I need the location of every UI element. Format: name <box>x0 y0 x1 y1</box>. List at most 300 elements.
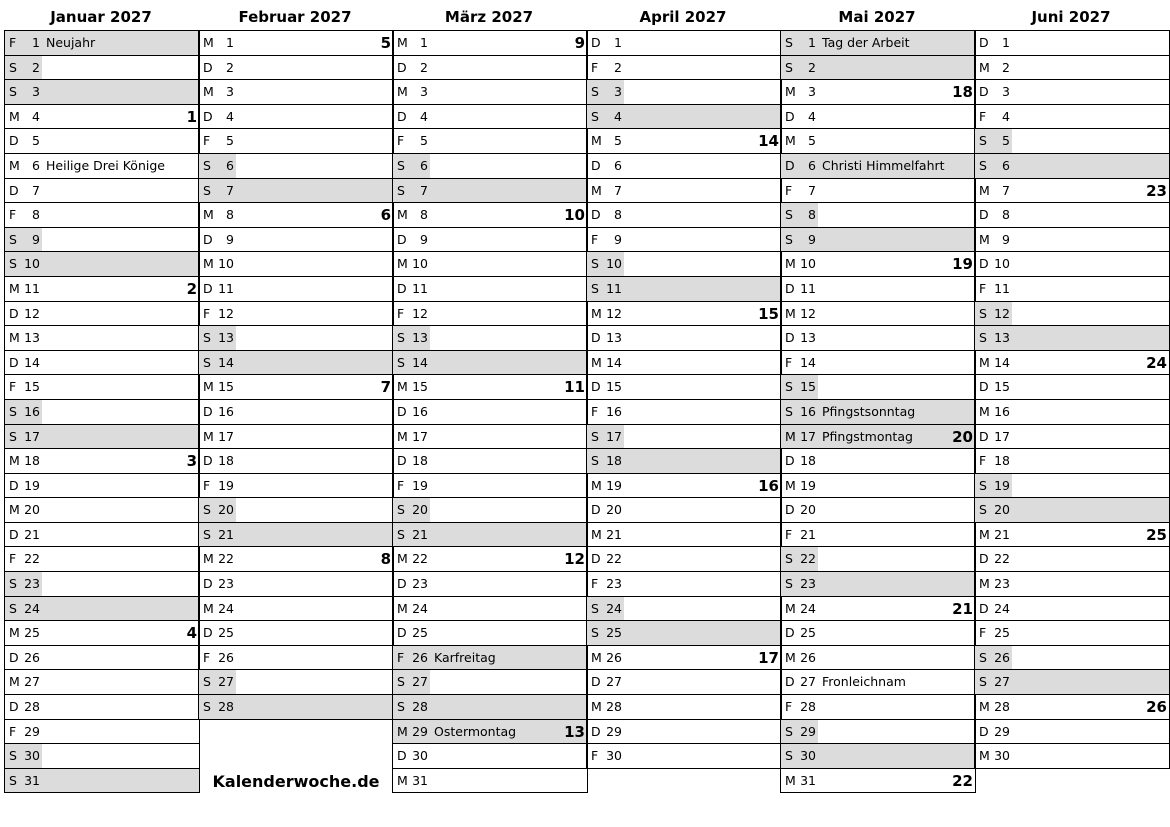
day-row <box>5 56 199 81</box>
weekday-label: F <box>979 280 987 296</box>
weekday-label: S <box>785 403 793 419</box>
day-number: 11 <box>24 280 40 296</box>
day-number: 15 <box>994 379 1010 395</box>
weekday-label: S <box>9 600 17 616</box>
day-row <box>975 56 1169 81</box>
day-row <box>5 474 199 499</box>
day-row <box>5 203 199 228</box>
day-row <box>975 228 1169 253</box>
week-number: 1 <box>186 107 197 126</box>
day-number: 9 <box>226 231 234 247</box>
day-row <box>975 203 1169 228</box>
day-number: 11 <box>412 280 428 296</box>
weekday-label: S <box>979 305 987 321</box>
day-row <box>5 228 199 253</box>
day-number: 23 <box>24 576 40 592</box>
weekday-label: D <box>397 453 407 469</box>
weekday-label: F <box>785 182 793 198</box>
day-number: 6 <box>420 157 428 173</box>
day-row <box>199 302 393 327</box>
day-number: 1 <box>226 35 234 50</box>
day-row <box>587 498 781 523</box>
day-row <box>5 646 199 671</box>
day-number: 24 <box>412 600 428 616</box>
weekday-label: M <box>979 403 990 419</box>
weekday-label: F <box>979 625 987 641</box>
day-row <box>781 56 975 81</box>
day-number: 13 <box>24 330 40 346</box>
day-row <box>393 179 587 204</box>
day-number: 25 <box>412 625 428 641</box>
weekday-label: M <box>9 330 20 346</box>
day-number: 13 <box>412 330 428 346</box>
day-number: 27 <box>24 674 40 690</box>
weekday-label: S <box>9 748 17 764</box>
day-number: 4 <box>614 108 622 124</box>
day-row <box>5 277 199 302</box>
weekday-label: F <box>203 133 211 149</box>
weekday-label: D <box>9 526 19 542</box>
day-row <box>975 252 1169 277</box>
day-row <box>199 252 393 277</box>
weekday-label: F <box>397 649 405 665</box>
day-number: 12 <box>994 305 1010 321</box>
weekday-label: S <box>591 280 599 296</box>
week-number: 3 <box>186 452 197 471</box>
weekday-label: S <box>785 207 793 223</box>
day-number: 10 <box>218 256 234 272</box>
day-number: 10 <box>24 256 40 272</box>
day-row <box>199 695 393 720</box>
weekday-label: S <box>979 477 987 493</box>
day-number: 18 <box>606 453 622 469</box>
weekday-label: D <box>9 354 19 370</box>
day-number: 20 <box>218 502 234 518</box>
month-title: Januar 2027 <box>50 8 152 26</box>
day-number: 17 <box>24 428 40 444</box>
weekday-label: M <box>9 453 20 469</box>
day-number: 16 <box>24 403 40 419</box>
day-number: 28 <box>994 699 1010 715</box>
day-row <box>5 375 199 400</box>
weekday-label: S <box>397 526 405 542</box>
day-row <box>781 498 975 523</box>
day-number: 17 <box>606 428 622 444</box>
day-row <box>781 252 975 277</box>
weekday-label: S <box>785 231 793 247</box>
week-number: 22 <box>952 771 973 790</box>
day-row <box>5 695 199 720</box>
day-row <box>781 597 975 622</box>
day-number: 14 <box>218 354 234 370</box>
weekday-label: D <box>203 231 213 247</box>
day-number: 20 <box>606 502 622 518</box>
day-number: 17 <box>218 428 234 444</box>
weekday-label: M <box>203 256 214 272</box>
day-row <box>975 523 1169 548</box>
weekday-label: S <box>785 723 793 739</box>
month-title: April 2027 <box>639 8 727 26</box>
day-row <box>587 105 781 130</box>
day-row <box>393 498 587 523</box>
day-number: 10 <box>412 256 428 272</box>
day-row <box>975 400 1169 425</box>
day-number: 31 <box>412 772 428 788</box>
weekday-label: S <box>203 354 211 370</box>
day-row <box>5 252 199 277</box>
day-row <box>587 129 781 154</box>
day-number: 8 <box>420 207 428 223</box>
day-number: 1 <box>1002 35 1010 50</box>
day-row <box>5 744 199 769</box>
weekday-label: M <box>785 649 796 665</box>
weekday-label: F <box>591 231 599 247</box>
day-row <box>975 670 1169 695</box>
day-row <box>781 129 975 154</box>
day-row <box>199 498 393 523</box>
day-row <box>975 572 1169 597</box>
day-number: 27 <box>412 674 428 690</box>
weekday-label: M <box>979 182 990 198</box>
day-row <box>393 523 587 548</box>
weekday-label: F <box>9 379 17 395</box>
day-number: 29 <box>994 723 1010 739</box>
day-number: 20 <box>412 502 428 518</box>
weekday-label: M <box>591 699 602 715</box>
day-number: 28 <box>606 699 622 715</box>
day-number: 5 <box>32 133 40 149</box>
weekday-label: M <box>397 379 408 395</box>
day-row <box>975 597 1169 622</box>
weekday-label: S <box>9 256 17 272</box>
weekday-label: M <box>9 280 20 296</box>
day-number: 7 <box>226 182 234 198</box>
brand-label: Kalenderwoche.de <box>212 772 380 791</box>
day-row <box>199 56 393 81</box>
weekday-label: S <box>785 35 793 50</box>
day-number: 4 <box>420 108 428 124</box>
week-number: 9 <box>574 34 585 52</box>
day-number: 3 <box>808 84 816 100</box>
weekday-label: D <box>591 723 601 739</box>
day-number: 26 <box>218 649 234 665</box>
day-number: 20 <box>800 502 816 518</box>
weekday-label: S <box>9 428 17 444</box>
weekday-label: D <box>9 649 19 665</box>
week-number: 24 <box>1146 353 1167 372</box>
day-number: 16 <box>800 403 816 419</box>
day-number: 4 <box>226 108 234 124</box>
day-row <box>781 400 975 425</box>
weekday-label: S <box>785 379 793 395</box>
day-row <box>5 105 199 130</box>
weekday-label: M <box>591 477 602 493</box>
day-row <box>5 351 199 376</box>
day-row <box>5 449 199 474</box>
day-number: 13 <box>218 330 234 346</box>
weekday-label: D <box>591 379 601 395</box>
weekday-label: S <box>591 256 599 272</box>
day-number: 8 <box>808 207 816 223</box>
day-number: 5 <box>1002 133 1010 149</box>
day-row <box>393 670 587 695</box>
day-row <box>587 449 781 474</box>
day-row <box>5 523 199 548</box>
weekday-label: M <box>591 133 602 149</box>
day-number: 7 <box>808 182 816 198</box>
day-row <box>975 80 1169 105</box>
day-row <box>587 646 781 671</box>
weekday-label: D <box>591 502 601 518</box>
day-list <box>392 30 588 793</box>
day-number: 25 <box>24 625 40 641</box>
weekday-label: F <box>785 354 793 370</box>
day-number: 6 <box>1002 157 1010 173</box>
weekday-label: S <box>591 600 599 616</box>
week-number: 6 <box>380 206 391 225</box>
day-row <box>587 695 781 720</box>
holiday-name: Ostermontag <box>434 723 517 739</box>
day-row <box>199 400 393 425</box>
weekday-label: S <box>785 748 793 764</box>
day-number: 30 <box>800 748 816 764</box>
weekday-label: D <box>591 207 601 223</box>
day-number: 9 <box>614 231 622 247</box>
day-number: 21 <box>412 526 428 542</box>
day-row <box>393 351 587 376</box>
weekday-label: S <box>397 157 405 173</box>
day-row <box>587 744 781 769</box>
weekday-label: M <box>397 428 408 444</box>
week-number: 26 <box>1146 698 1167 717</box>
day-number: 14 <box>994 354 1010 370</box>
day-number: 27 <box>994 674 1010 690</box>
week-number: 15 <box>758 304 779 323</box>
day-number: 28 <box>24 699 40 715</box>
day-number: 1 <box>614 35 622 50</box>
day-row <box>587 277 781 302</box>
day-number: 28 <box>412 699 428 715</box>
weekday-label: S <box>203 157 211 173</box>
day-number: 28 <box>218 699 234 715</box>
day-number: 6 <box>32 157 40 173</box>
day-row <box>975 129 1169 154</box>
day-list <box>974 30 1170 769</box>
weekday-label: S <box>979 157 987 173</box>
weekday-label: M <box>397 772 408 788</box>
day-row <box>5 498 199 523</box>
day-number: 4 <box>1002 108 1010 124</box>
day-number: 4 <box>32 108 40 124</box>
weekday-label: M <box>591 305 602 321</box>
day-number: 30 <box>994 748 1010 764</box>
day-number: 10 <box>994 256 1010 272</box>
day-row <box>393 621 587 646</box>
weekday-label: D <box>979 551 989 567</box>
weekday-label: D <box>785 674 795 690</box>
day-row <box>587 80 781 105</box>
day-row <box>5 400 199 425</box>
day-number: 8 <box>1002 207 1010 223</box>
day-row <box>5 720 199 745</box>
weekday-label: D <box>785 280 795 296</box>
day-row <box>393 129 587 154</box>
day-number: 4 <box>808 108 816 124</box>
day-number: 13 <box>800 330 816 346</box>
day-number: 5 <box>226 133 234 149</box>
day-number: 6 <box>614 157 622 173</box>
day-row <box>393 474 587 499</box>
day-row <box>199 646 393 671</box>
weekday-label: F <box>979 453 987 469</box>
day-number: 23 <box>412 576 428 592</box>
day-list <box>198 30 394 720</box>
day-row <box>587 56 781 81</box>
day-number: 3 <box>32 84 40 100</box>
weekday-label: M <box>397 551 408 567</box>
weekday-label: M <box>203 207 214 223</box>
day-number: 18 <box>24 453 40 469</box>
weekday-label: D <box>203 403 213 419</box>
day-row <box>975 547 1169 572</box>
weekday-label: D <box>591 157 601 173</box>
weekday-label: D <box>9 305 19 321</box>
day-row <box>5 31 199 56</box>
weekday-label: S <box>979 133 987 149</box>
weekday-label: F <box>9 723 17 739</box>
day-row <box>587 597 781 622</box>
day-number: 21 <box>606 526 622 542</box>
day-row <box>199 228 393 253</box>
weekday-label: D <box>979 207 989 223</box>
day-number: 22 <box>800 551 816 567</box>
weekday-label: D <box>397 231 407 247</box>
day-number: 26 <box>800 649 816 665</box>
day-row <box>975 302 1169 327</box>
day-row <box>781 449 975 474</box>
weekday-label: D <box>979 84 989 100</box>
day-row <box>199 425 393 450</box>
day-number: 31 <box>24 772 40 788</box>
day-number: 26 <box>606 649 622 665</box>
day-row <box>199 375 393 400</box>
day-row <box>393 228 587 253</box>
day-row <box>587 302 781 327</box>
week-number: 8 <box>380 550 391 569</box>
weekday-label: F <box>9 35 17 50</box>
weekday-label: D <box>979 256 989 272</box>
holiday-name: Heilige Drei Könige <box>46 157 165 173</box>
holiday-name: Tag der Arbeit <box>822 35 910 50</box>
day-number: 29 <box>412 723 428 739</box>
day-row <box>199 105 393 130</box>
weekday-label: D <box>979 428 989 444</box>
weekday-label: M <box>979 526 990 542</box>
day-row <box>393 326 587 351</box>
day-number: 18 <box>800 453 816 469</box>
weekday-label: D <box>785 502 795 518</box>
weekday-label: M <box>785 84 796 100</box>
week-number: 17 <box>758 648 779 667</box>
day-row <box>587 179 781 204</box>
weekday-label: D <box>397 108 407 124</box>
day-row <box>393 105 587 130</box>
day-row <box>393 56 587 81</box>
day-number: 14 <box>606 354 622 370</box>
weekday-label: F <box>397 133 405 149</box>
day-row <box>199 31 393 56</box>
day-row <box>781 695 975 720</box>
day-row <box>975 351 1169 376</box>
weekday-label: M <box>203 379 214 395</box>
day-number: 21 <box>218 526 234 542</box>
weekday-label: S <box>591 453 599 469</box>
day-number: 13 <box>606 330 622 346</box>
weekday-label: D <box>785 625 795 641</box>
day-row <box>975 744 1169 769</box>
day-number: 24 <box>218 600 234 616</box>
weekday-label: M <box>397 84 408 100</box>
weekday-label: S <box>979 330 987 346</box>
day-number: 23 <box>606 576 622 592</box>
day-number: 1 <box>808 35 816 50</box>
day-row <box>781 720 975 745</box>
day-number: 15 <box>218 379 234 395</box>
day-number: 23 <box>800 576 816 592</box>
day-number: 1 <box>420 35 428 50</box>
day-row <box>975 498 1169 523</box>
day-row <box>199 449 393 474</box>
day-number: 15 <box>606 379 622 395</box>
year-calendar <box>4 0 1166 827</box>
weekday-label: S <box>591 108 599 124</box>
day-number: 24 <box>24 600 40 616</box>
week-number: 11 <box>564 378 585 397</box>
weekday-label: S <box>397 354 405 370</box>
day-number: 7 <box>614 182 622 198</box>
weekday-label: F <box>591 403 599 419</box>
day-number: 6 <box>226 157 234 173</box>
day-row <box>587 228 781 253</box>
weekday-label: D <box>203 625 213 641</box>
day-number: 14 <box>800 354 816 370</box>
day-number: 10 <box>606 256 622 272</box>
day-number: 12 <box>24 305 40 321</box>
day-number: 27 <box>218 674 234 690</box>
day-number: 8 <box>614 207 622 223</box>
weekday-label: F <box>397 305 405 321</box>
day-number: 7 <box>1002 182 1010 198</box>
weekday-label: D <box>979 35 989 50</box>
weekday-label: D <box>785 453 795 469</box>
weekday-label: S <box>397 330 405 346</box>
day-row <box>781 375 975 400</box>
weekday-label: S <box>397 502 405 518</box>
day-number: 22 <box>24 551 40 567</box>
holiday-name: Fronleichnam <box>822 674 906 690</box>
day-row <box>975 474 1169 499</box>
day-row <box>975 375 1169 400</box>
day-row <box>5 129 199 154</box>
day-row <box>587 31 781 56</box>
week-number: 4 <box>186 624 197 643</box>
holiday-name: Christi Himmelfahrt <box>822 157 945 173</box>
weekday-label: D <box>397 59 407 75</box>
weekday-label: F <box>591 576 599 592</box>
day-number: 2 <box>32 59 40 75</box>
day-row <box>781 670 975 695</box>
day-row <box>587 572 781 597</box>
